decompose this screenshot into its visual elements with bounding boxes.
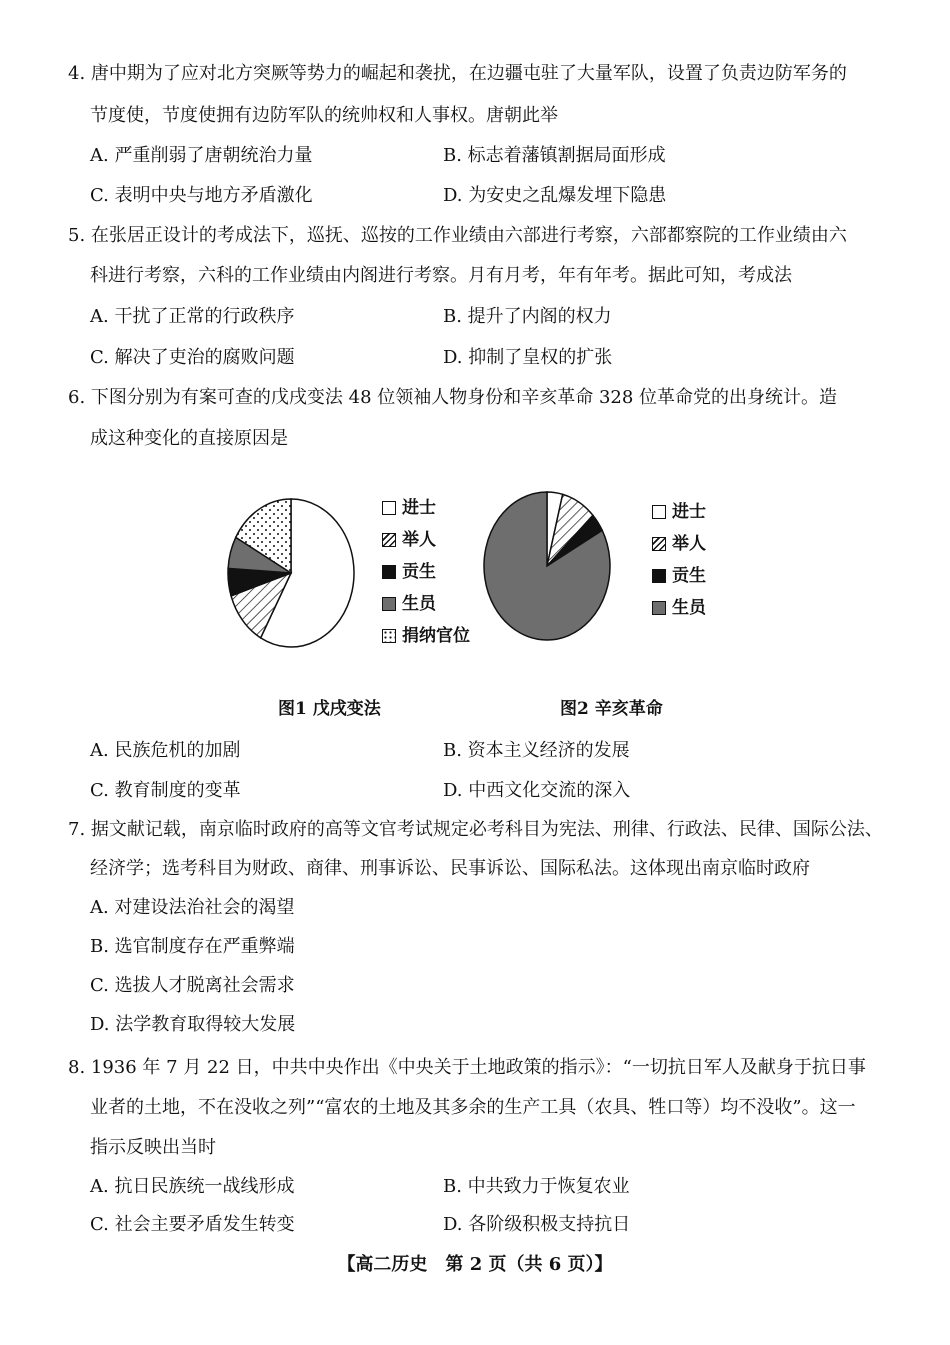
q7-stem-line1: 7. 据文献记载，南京临时政府的高等文官考试规定必考科目为宪法、刑律、行政法、民律、国际公法、 [68, 819, 883, 840]
figure-1-caption: 图1 戊戌变法 [278, 699, 381, 719]
dotted-swatch-icon [382, 629, 396, 643]
legend-1-item-juanna: 捐纳官位 [382, 620, 470, 652]
q4-option-c: C. 表明中央与地方矛盾激化 [90, 185, 313, 206]
hatch-swatch-icon [652, 537, 666, 551]
q7-stem-line2: 经济学；选考科目为财政、商律、刑事诉讼、民事诉讼、国际私法。这体现出南京临时政府 [90, 858, 810, 879]
page-footer: 【高二历史 第 2 页（共 6 页）】 [337, 1254, 613, 1275]
legend-2-item-jinshi: 进士 [652, 496, 706, 528]
q4-stem-line2: 节度使，节度使拥有边防军队的统帅权和人事权。唐朝此举 [90, 105, 558, 126]
white-swatch-icon [652, 505, 666, 519]
legend-1-item-shengyuan: 生员 [382, 588, 470, 620]
white-swatch-icon [382, 501, 396, 515]
q5-option-c: C. 解决了吏治的腐败问题 [90, 347, 295, 368]
legend-1-item-gongsheng: 贡生 [382, 556, 470, 588]
gray-swatch-icon [382, 597, 396, 611]
legend-2-item-juren: 举人 [652, 528, 706, 560]
gray-swatch-icon [652, 601, 666, 615]
q8-stem-line3: 指示反映出当时 [90, 1137, 216, 1158]
q6-option-b: B. 资本主义经济的发展 [443, 740, 630, 761]
legend-1-item-jinshi: 进士 [382, 492, 470, 524]
q5-stem-line1: 5. 在张居正设计的考成法下，巡抚、巡按的工作业绩由六部进行考察，六部都察院的工作业绩由六 [68, 225, 847, 246]
q8-option-d: D. 各阶级积极支持抗日 [443, 1214, 631, 1235]
q5-option-b: B. 提升了内阁的权力 [443, 306, 612, 327]
q4-stem-line1: 4. 唐中期为了应对北方突厥等势力的崛起和袭扰，在边疆屯驻了大量军队，设置了负责边防军务的 [68, 63, 847, 84]
q4-option-b: B. 标志着藩镇割据局面形成 [443, 145, 666, 166]
legend-2-item-gongsheng: 贡生 [652, 560, 706, 592]
q6-option-d: D. 中西文化交流的深入 [443, 780, 631, 801]
q8-option-b: B. 中共致力于恢复农业 [443, 1176, 630, 1197]
black-swatch-icon [382, 565, 396, 579]
hatch-swatch-icon [382, 533, 396, 547]
legend-2 [652, 496, 706, 624]
q5-option-d: D. 抑制了皇权的扩张 [443, 347, 613, 368]
pie-chart-1 [228, 499, 354, 647]
figure-2-caption: 图2 辛亥革命 [560, 699, 663, 719]
q8-option-c: C. 社会主要矛盾发生转变 [90, 1214, 295, 1235]
q8-stem-line1: 8. 1936 年 7 月 22 日，中共中央作出《中央关于土地政策的指示》：“一切抗日军人及献身于抗日事 [68, 1057, 866, 1078]
pie-chart-2 [484, 492, 610, 640]
legend-2-item-shengyuan: 生员 [652, 592, 706, 624]
legend-1 [382, 492, 470, 652]
q6-stem-line1: 6. 下图分别为有案可查的戊戌变法 48 位领袖人物身份和辛亥革命 328 位革命党的出身统计。造 [68, 387, 838, 408]
q8-option-a: A. 抗日民族统一战线形成 [90, 1176, 295, 1197]
q6-option-c: C. 教育制度的变革 [90, 780, 241, 801]
legend-1-item-juren: 举人 [382, 524, 470, 556]
q4-option-a: A. 严重削弱了唐朝统治力量 [90, 145, 313, 166]
q5-stem-line2: 科进行考察，六科的工作业绩由内阁进行考察。月有月考，年有年考。据此可知，考成法 [90, 265, 792, 286]
q4-option-d: D. 为安史之乱爆发埋下隐患 [443, 185, 667, 206]
q6-stem-line2: 成这种变化的直接原因是 [90, 428, 288, 449]
q7-option-d: D. 法学教育取得较大发展 [90, 1014, 296, 1035]
q5-option-a: A. 干扰了正常的行政秩序 [90, 306, 295, 327]
black-swatch-icon [652, 569, 666, 583]
q7-option-a: A. 对建设法治社会的渴望 [90, 897, 295, 918]
q7-option-c: C. 选拔人才脱离社会需求 [90, 975, 295, 996]
q6-option-a: A. 民族危机的加剧 [90, 740, 241, 761]
q8-stem-line2: 业者的土地，不在没收之列”“富农的土地及其多余的生产工具（农具、牲口等）均不没收”。这一 [90, 1097, 856, 1118]
q7-option-b: B. 选官制度存在严重弊端 [90, 936, 295, 957]
